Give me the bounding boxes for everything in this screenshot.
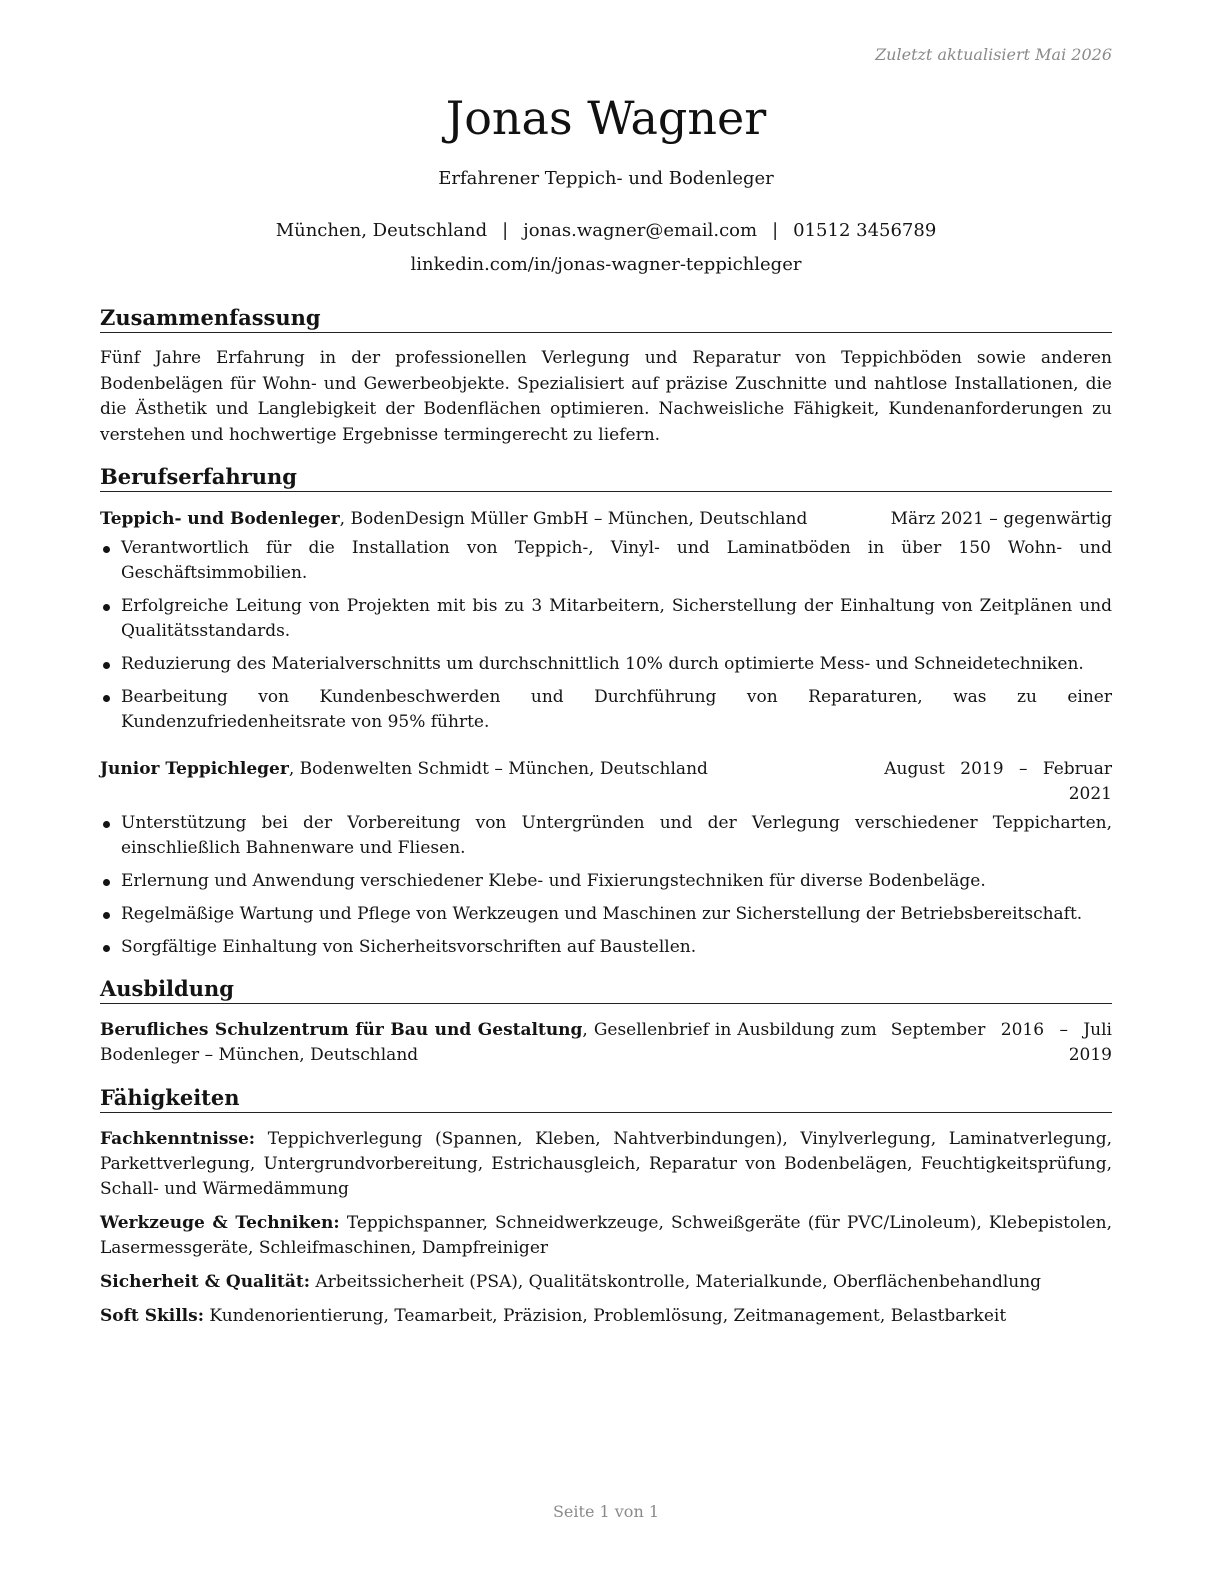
job-header [100, 757, 1112, 807]
bullet-icon [103, 546, 110, 553]
list-item: Reduzierung des Materialverschnitts um durchschnittlich 10% durch optimierte Mess- und Schneidetechniken. [100, 652, 1112, 677]
email-link[interactable]: jonas.wagner@email.com [523, 220, 758, 241]
linkedin-link[interactable]: linkedin.com/in/jonas-wagner-teppichleger [410, 254, 802, 275]
skill-text: Kundenorientierung, Teamarbeit, Präzision, Problemlösung, Zeitmanagement, Belastbarkeit [209, 1306, 1007, 1326]
job-bullets [100, 536, 1112, 735]
education-dates: September 2016 – Juli 2019 [890, 1020, 1112, 1065]
job-company: , BodenDesign Müller GmbH – München, Deutschland [339, 509, 808, 529]
school-name: Berufliches Schulzentrum für Bau und Gestaltung [100, 1020, 583, 1040]
job-entry [100, 507, 1112, 735]
resume-page [100, 0, 1112, 1584]
skill-text: Teppichverlegung (Spannen, Kleben, Nahtverbindungen), Vinylverlegung, Laminatverlegung, Parkettverlegung, Untergrundvorbereitung, Estrichausgleich, Reparatur von Bodenbelägen, Feuchtigkeitsprüfung, Schall- und Wärmedämmung [100, 1129, 1113, 1199]
candidate-title: Erfahrener Teppich- und Bodenleger [438, 168, 774, 189]
summary-text: Fünf Jahre Erfahrung in der professionellen Verlegung und Reparatur von Teppichböden sowie anderen Bodenbelägen für Wohn- und Gewerbeobjekte. Spezialisiert auf präzise Zuschnitte und nahtlose Installationen, die die Ästhetik und Langlebigkeit der Bodenflächen optimieren. Nachweisliche Fähigkeit, Kundenanforderungen zu verstehen und hochwertige Ergebnisse termingerecht zu liefern. [100, 348, 1112, 445]
bullet-icon [103, 879, 110, 886]
job-dates: August 2019 – Februar 2021 [884, 759, 1112, 804]
job-entry [100, 757, 1112, 960]
bullet-icon [103, 821, 110, 828]
list-item: Erfolgreiche Leitung von Projekten mit bis zu 3 Mitarbeitern, Sicherstellung der Einhaltung von Zeitplänen und Qualitätsstandards. [100, 594, 1112, 644]
summary-section [100, 305, 1112, 448]
phone-text: 01512 3456789 [793, 220, 937, 241]
job-title: Junior Teppichleger [100, 759, 289, 779]
separator: | [772, 220, 779, 241]
location-text: München, Deutschland [275, 220, 488, 241]
skill-label: Sicherheit & Qualität: [100, 1272, 310, 1292]
section-heading-experience: Berufserfahrung [100, 464, 1112, 492]
bullet-icon [103, 945, 110, 952]
skill-label: Werkzeuge & Techniken: [100, 1213, 340, 1233]
list-item: Unterstützung bei der Vorbereitung von Untergründen und der Verlegung verschiedener Teppicharten, einschließlich Bahnenware und Fliesen. [100, 811, 1112, 861]
page-number: Seite 1 von 1 [552, 1502, 660, 1521]
job-bullets [100, 811, 1112, 960]
degree-text: , Gesellenbrief in Ausbildung zum Bodenleger – München, Deutschland [100, 1020, 877, 1065]
job-header [100, 507, 1112, 532]
list-item: Sorgfältige Einhaltung von Sicherheitsvorschriften auf Baustellen. [100, 935, 1112, 960]
contact-line [100, 220, 1112, 242]
skill-label: Soft Skills: [100, 1306, 204, 1326]
skill-row [100, 1127, 1112, 1202]
skill-row [100, 1211, 1112, 1261]
bullet-icon [103, 662, 110, 669]
section-heading-skills: Fähigkeiten [100, 1085, 1112, 1113]
skill-row [100, 1304, 1112, 1329]
education-section [100, 976, 1112, 1068]
education-entry [100, 1018, 1112, 1068]
list-item: Verantwortlich für die Installation von Teppich-, Vinyl- und Laminatböden in über 150 Wohn- und Geschäftsimmobilien. [100, 536, 1112, 586]
experience-section [100, 464, 1112, 968]
last-updated-note: Zuletzt aktualisiert Mai 2026 [875, 45, 1112, 64]
skill-label: Fachkenntnisse: [100, 1129, 256, 1149]
skill-row [100, 1270, 1112, 1295]
job-company: , Bodenwelten Schmidt – München, Deutschland [288, 759, 708, 779]
candidate-name: Jonas Wagner [445, 91, 767, 145]
list-item: Erlernung und Anwendung verschiedener Klebe- und Fixierungstechniken für diverse Bodenbeläge. [100, 869, 1112, 894]
bullet-icon [103, 604, 110, 611]
list-item: Regelmäßige Wartung und Pflege von Werkzeugen und Maschinen zur Sicherstellung der Betriebsbereitschaft. [100, 902, 1112, 927]
job-dates: März 2021 – gegenwärtig [890, 509, 1112, 529]
bullet-icon [103, 695, 110, 702]
skills-section [100, 1085, 1112, 1338]
section-heading-summary: Zusammenfassung [100, 305, 1112, 333]
skill-text: Teppichspanner, Schneidwerkzeuge, Schweißgeräte (für PVC/Linoleum), Klebepistolen, Lasermessgeräte, Schleifmaschinen, Dampfreiniger [100, 1213, 1113, 1258]
separator: | [502, 220, 509, 241]
skill-text: Arbeitssicherheit (PSA), Qualitätskontrolle, Materialkunde, Oberflächenbehandlung [315, 1272, 1042, 1292]
bullet-icon [103, 912, 110, 919]
list-item: Bearbeitung von Kundenbeschwerden und Durchführung von Reparaturen, was zu einer Kundenzufriedenheitsrate von 95% führte. [100, 685, 1112, 735]
job-title: Teppich- und Bodenleger [100, 509, 340, 529]
section-heading-education: Ausbildung [100, 976, 1112, 1004]
